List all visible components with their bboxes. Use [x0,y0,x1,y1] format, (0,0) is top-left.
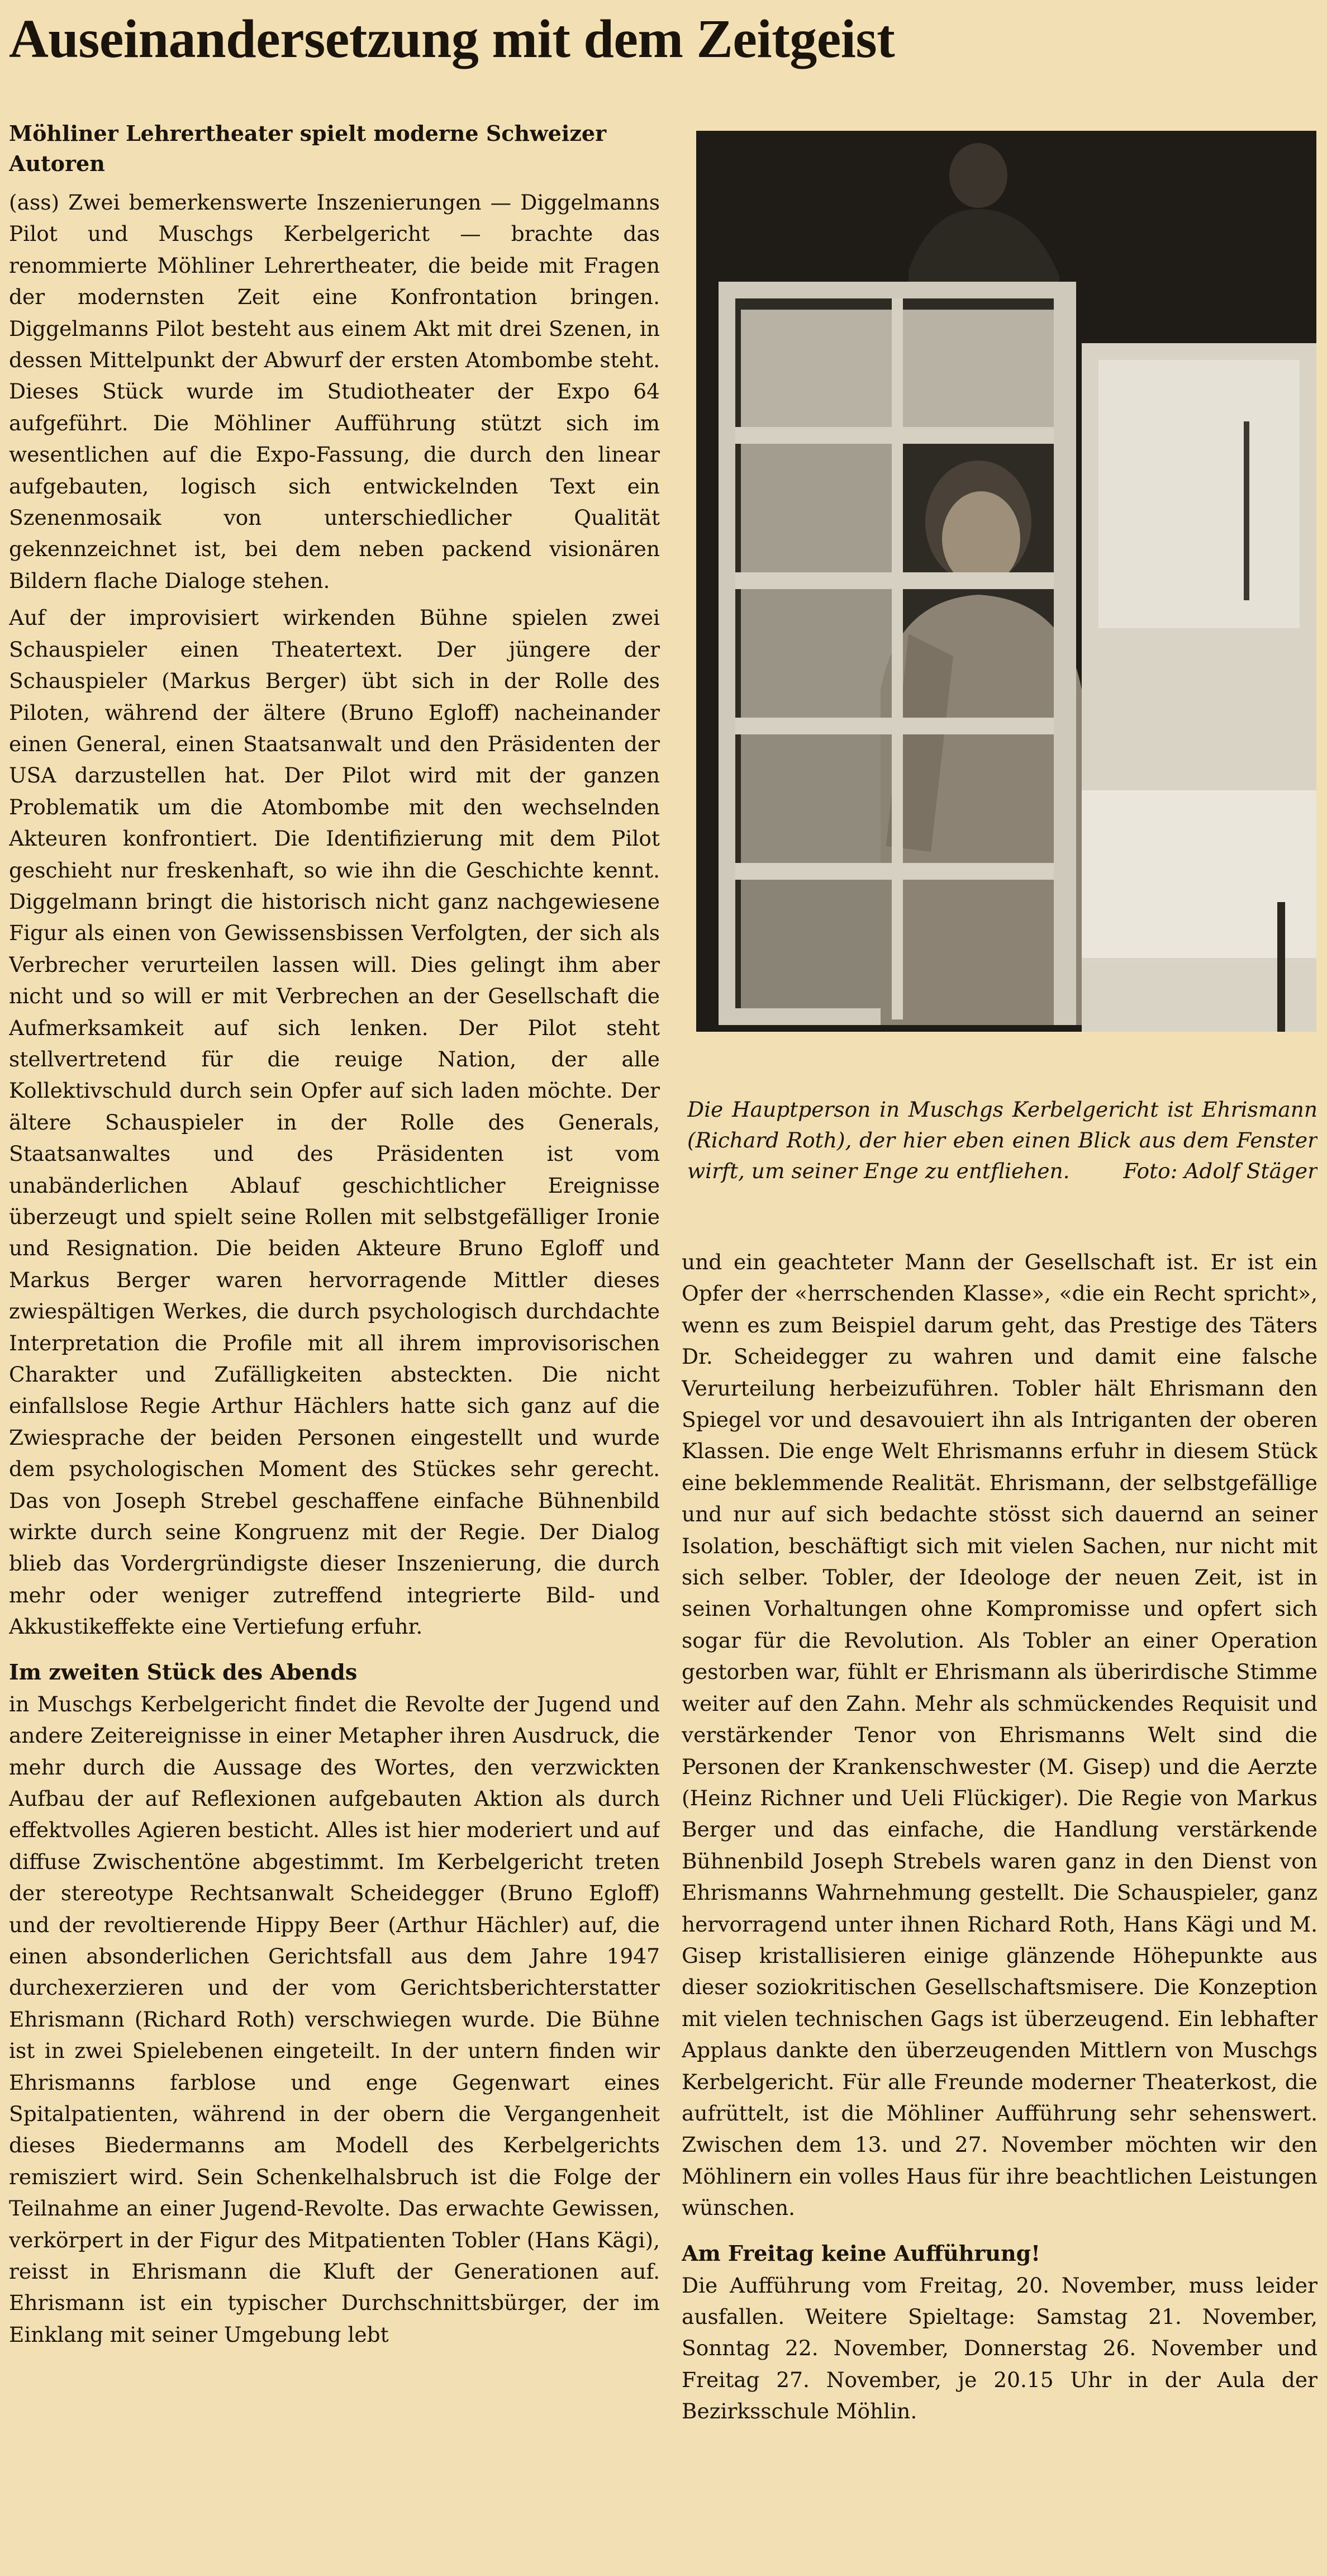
photo-caption [687,1094,1318,1228]
article-subheadline: Möhliner Lehrertheater spielt moderne Schweizer Autoren [9,121,607,176]
section-heading-second-play: Im zweiten Stück des Abends [9,1659,358,1685]
article-paragraph-4: und ein geachteter Mann der Gesellschaft ist. Er ist ein Opfer der «herrschenden Klasse», «die ein Recht spricht», wenn es zum Beispiel darum geht, das Prestige des Täters Dr. Scheidegger zu wahren und damit eine falsche Verurteilung herbeizuführen. Tobler hält Ehrismann den Spiegel vor und desavouiert ihn als Intriganten der oberen Klassen. Die enge Welt Ehrismanns erfuhr in diesem Stück eine beklemmende Realität. Ehrismann, der selbstgefällige und nur auf sich bedachte stösst sich dauernd an seiner Isolation, beschäftigt sich mit vielen Sachen, nur nicht mit sich selber. Tobler, der Ideologe der neuen Zeit, ist in seinen Vorhaltungen ohne Kompromisse und opfert sich sogar für die Revolution. Als Tobler an einer Operation gestorben war, fühlt er Ehrismann als überirdische Stimme weiter auf den Zahn. Mehr als schmückendes Requisit und verstärkender Tenor von Ehrismanns Welt sind die Personen der Krankenschwester (M. Gisep) und die Aerzte (Heinz Richner und Ueli Flückiger). Die Regie von Markus Berger und das einfache, die Handlung verstärkende Bühnenbild Joseph Strebels waren ganz in den Dienst von Ehrismanns Wahrnehmung gestellt. Die Schauspieler, ganz hervorragend unter ihnen Richard Roth, Hans Kägi und M. Gisep kristallisieren einige glänzende Höhepunkte aus dieser soziokritischen Gesellschaftsmisere. Die Konzeption mit vielen technischen Gags ist überzeugend. Ein lebhafter Applaus dankte den überzeugenden Mittlern von Muschgs Kerbelgericht. Für alle Freunde moderner Theaterkost, die aufrüttelt, ist die Möhliner Aufführung sehr sehenswert. Zwischen dem 13. und 27. November möchten wir den Möhlinern ein volles Haus für ihre beachtlichen Leistungen wünschen. [682,1250,1318,2221]
article-paragraph-1: (ass) Zwei bemerkenswerte Inszenierungen — Diggelmanns Pilot und Muschgs Kerbelgericht — brachte das renommierte Möhliner Lehrertheater, die beide mit Fragen der modernsten Zeit eine Konfrontation bringen. Diggelmanns Pilot besteht aus einem Akt mit drei Szenen, in dessen Mittelpunkt der Abwurf der ersten Atombombe steht. Dieses Stück wurde im Studiotheater der Expo 64 aufgeführt. Die Möhliner Aufführung stützt sich im wesentlichen auf die Expo-Fassung, die durch den linear aufgebauten, logisch sich entwickelnden Text ein Szenenmosaik von unterschiedlicher Qualität gekennzeichnet ist, bei dem neben packend visionären Bildern flache Dialoge stehen. [9,190,660,593]
stage-photo-illustration [696,131,1316,1032]
article-column-left [9,118,660,2573]
article-paragraph-5: Die Aufführung vom Freitag, 20. November, muss leider ausfallen. Weitere Spieltage: Samstag 21. November, Sonntag 22. November, Donnerstag 26. November und Freitag 27. November, je 20.15 Uhr in der Aula der Bezirksschule Möhlin. [682,2273,1318,2424]
article-photo [696,131,1316,1032]
photo-caption-text: Die Hauptperson in Muschgs Kerbelgericht ist Ehrismann (Richard Roth), der hier eben einen Blick aus dem Fenster wirft, um seiner Enge zu entfliehen. [687,1097,1318,1183]
article-paragraph-3: in Muschgs Kerbelgericht findet die Revolte der Jugend und andere Zeitereignisse in einer Metapher ihren Ausdruck, die mehr durch die Aussage des Wortes, den verzwickten Aufbau der auf Reflexionen aufgebauten Aktion als durch effektvolles Agieren besticht. Alles ist hier moderiert und auf diffuse Zwischentöne abgestimmt. Im Kerbelgericht treten der stereotype Rechtsanwalt Scheidegger (Bruno Egloff) und der revoltierende Hippy Beer (Arthur Hächler) auf, die einen absonderlichen Gerichtsfall aus dem Jahre 1947 durchexerzieren und der vom Gerichtsberichterstatter Ehrismann (Richard Roth) verschwiegen wurde. Die Bühne ist in zwei Spielebenen eingeteilt. In der untern finden wir Ehrismanns farblose und enge Gegenwart eines Spitalpatienten, während in der obern die Vergangenheit dieses Biedermanns am Modell des Kerbelgerichts remisziert wird. Sein Schenkelhalsbruch ist die Folge der Teilnahme an einer Jugend-Revolte. Das erwachte Gewissen, verkörpert in der Figur des Mitpatienten Tobler (Hans Kägi), reisst in Ehrismann die Kluft der Generationen auf. Ehrismann ist ein typischer Durchschnittsbürger, der im Einklang mit seiner Umgebung lebt [9,1691,660,2347]
article-headline: Auseinandersetzung mit dem Zeitgeist [9,9,895,69]
photo-credit: Foto: Adolf Stäger [1123,1159,1318,1183]
article-column-right [682,1246,1318,2574]
article-paragraph-2: Auf der improvisiert wirkenden Bühne spielen zwei Schauspieler einen Theatertext. Der jüngere der Schauspieler (Markus Berger) übt sich in der Rolle des Piloten, während der ältere (Bruno Egloff) nacheinander einen General, einen Staatsanwalt und den Präsidenten der USA darzustellen hat. Der Pilot wird mit der ganzen Problematik um die Atombombe mit den wechselnden Akteuren konfrontiert. Die Identifizierung mit dem Pilot geschieht nur freskenhaft, so wie ihn die Geschichte kennt. Diggelmann bringt die historisch nicht ganz nachgewiesene Figur als einen von Gewissensbissen Verfolgten, der sich als Verbrecher verurteilen lassen will. Dies gelingt ihm aber nicht und so will er mit Verbrechen an der Gesellschaft die Aufmerksamkeit auf sich lenken. Der Pilot steht stellvertretend für die reuige Nation, der alle Kollektivschuld durch sein Opfer auf sich laden möchte. Der ältere Schauspieler in der Rolle des Generals, Staatsanwaltes und des Präsidenten ist vom unabänderlichen Ablauf geschichtlicher Ereignisse überzeugt und spielt seine Rollen mit selbstgefälliger Ironie und Resignation. Die beiden Akteure Bruno Egloff und Markus Berger waren hervorragende Mittler dieses zwiespältigen Werkes, die durch psychologisch durchdachte Interpretation die Profile mit all ihrem improvisorischen Charakter und Zufälligkeiten absteckten. Die nicht einfallslose Regie Arthur Hächlers hatte sich ganz auf die Zwiesprache der beiden Personen eingestellt und wurde dem psychologischen Moment des Stückes sehr gerecht. Das von Joseph Strebel geschaffene einfache Bühnenbild wirkte durch seine Kongruenz mit der Regie. Der Dialog blieb das Vordergründigste dieser Inszenierung, die durch mehr oder weniger zutreffend integrierte Bild- und Akkustikeffekte eine Vertiefung erfuhr. [9,605,660,1639]
section-heading-no-performance: Am Freitag keine Aufführung! [682,2240,1040,2266]
